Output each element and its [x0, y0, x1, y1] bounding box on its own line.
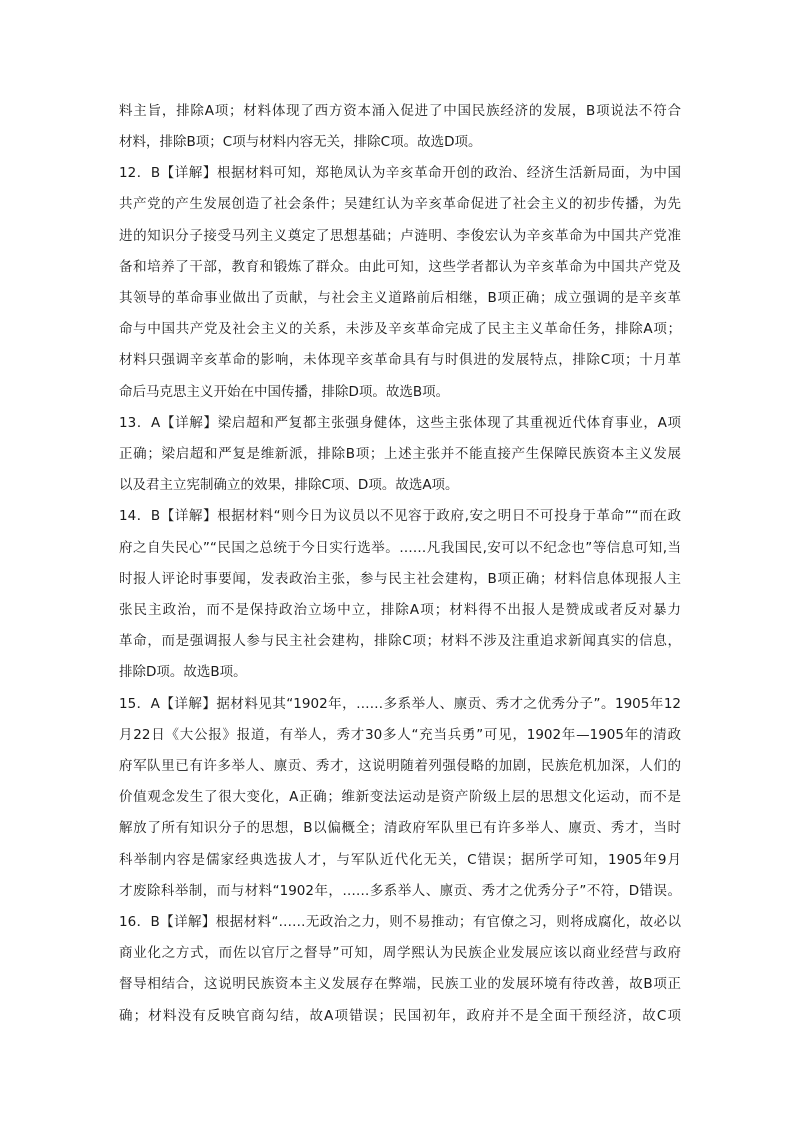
text-line: 料主旨，排除A项；材料体现了西方资本涌入促进了中国民族经济的发展，B项说法不符合 [119, 103, 681, 119]
text-line: 革命，而是强调报人参与民主社会建构，排除C项；材料不涉及注重追求新闻真实的信息， [119, 633, 681, 649]
text-line: 府军队里已有许多举人、廪贡、秀才，这说明随着列强侵略的加剧，民族危机加深，人们的 [119, 758, 681, 774]
text-line: 12．B【详解】根据材料可知，郑艳凤认为辛亥革命开创的政治、经济生活新局面，为中国 [119, 165, 681, 181]
text-line: 其领导的革命事业做出了贡献，与社会主义道路前后相继，B项正确；成立强调的是辛亥革 [119, 290, 681, 306]
text-line: 命后马克思主义开始在中国传播，排除D项。故选B项。 [119, 384, 450, 400]
text-line: 命与中国共产党及社会主义的关系，未涉及辛亥革命完成了民主主义革命任务，排除A项； [119, 321, 681, 337]
text-line: 备和培养了干部，教育和锻炼了群众。由此可知，这些学者都认为辛亥革命为中国共产党及 [119, 259, 681, 275]
text-line: 排除D项。故选B项。 [119, 664, 247, 680]
text-line: 以及君主立宪制确立的效果，排除C项、D项。故选A项。 [119, 477, 459, 493]
text-line: 进的知识分子接受马列主义奠定了思想基础；卢涟明、李俊宏认为辛亥革命为中国共产党准 [119, 228, 681, 244]
text-line: 13．A【详解】梁启超和严复都主张强身健体，这些主张体现了其重视近代体育事业，A项 [119, 415, 681, 431]
text-line: 商业化之方式，而佐以官厅之督导”可知，周学熙认为民族企业发展应该以商业经营与政府 [119, 945, 681, 961]
text-line: 月22日《大公报》报道，有举人，秀才30多人“充当兵勇”可见，1902年—1905年的清政 [119, 727, 681, 743]
text-line: 府之自失民心”“民国之总统于今日实行选举。……凡我国民,安可以不纪念也”等信息可知,当 [119, 540, 681, 556]
text-line: 共产党的产生发展创造了社会条件；吴建红认为辛亥革命促进了社会主义的初步传播，为先 [119, 196, 681, 212]
text-line: 材料，排除B项；C项与材料内容无关，排除C项。故选D项。 [119, 134, 482, 150]
text-line: 解放了所有知识分子的思想，B以偏概全；清政府军队里已有许多举人、廪贡、秀才，当时 [119, 820, 681, 836]
text-line: 督导相结合，这说明民族资本主义发展存在弊端，民族工业的发展环境有待改善，故B项正 [119, 976, 681, 992]
text-line: 时报人评论时事要闻，发表政治主张，参与民主社会建构，B项正确；材料信息体现报人主 [119, 571, 681, 587]
text-line: 科举制内容是儒家经典选拔人才，与军队近代化无关，C错误；据所学可知，1905年9月 [119, 852, 681, 868]
text-line: 价值观念发生了很大变化，A正确；维新变法运动是资产阶级上层的思想文化运动，而不是 [119, 789, 681, 805]
text-line: 16．B【详解】根据材料“……无政治之力，则不易推动；有官僚之习，则将成腐化，故必以 [119, 914, 681, 930]
text-line: 14．B【详解】根据材料“则今日为议员以不见容于政府,安之明日不可投身于革命”“而在政 [119, 508, 681, 524]
text-line: 确；材料没有反映官商勾结，故A项错误；民国初年，政府并不是全面干预经济，故C项 [119, 1008, 681, 1024]
text-line: 张民主政治，而不是保持政治立场中立，排除A项；材料得不出报人是赞成或者反对暴力 [119, 602, 681, 618]
text-line: 才废除科举制，而与材料“1902年，……多系举人、廪贡、秀才之优秀分子”不符，D错误。 [119, 883, 681, 899]
text-line: 15．A【详解】据材料见其“1902年，……多系举人、廪贡、秀才之优秀分子”。1905年12 [119, 696, 681, 712]
text-line: 材料只强调辛亥革命的影响，未体现辛亥革命具有与时俱进的发展特点，排除C项；十月革 [119, 352, 681, 368]
text-line: 正确；梁启超和严复是维新派，排除B项；上述主张并不能直接产生保障民族资本主义发展 [119, 446, 681, 462]
